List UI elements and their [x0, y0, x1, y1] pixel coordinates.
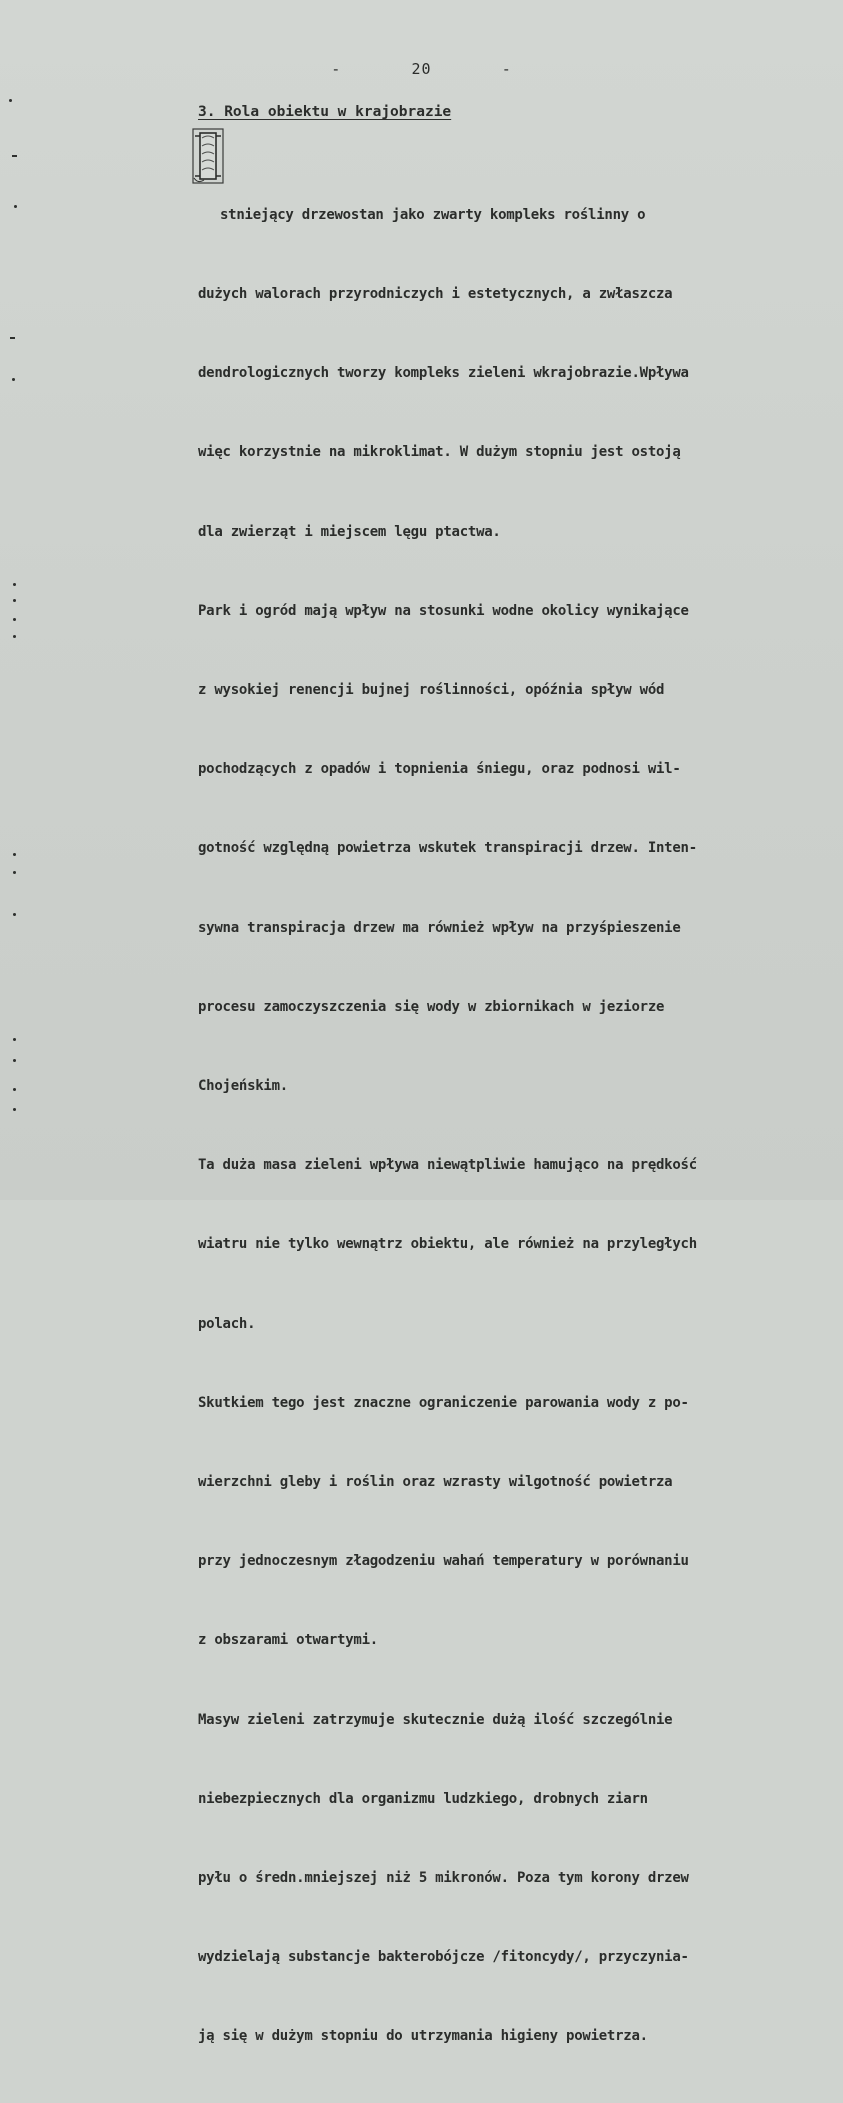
text-line: wierzchni gleby i roślin oraz wzrasty wilgotność powietrza: [198, 1474, 673, 1491]
body-text: [198, 149, 840, 2103]
binding-mark: [14, 205, 17, 208]
binding-mark: [13, 1059, 16, 1062]
text-line: Chojeńskim.: [198, 1078, 288, 1095]
binding-mark: [12, 378, 15, 381]
binding-mark: [13, 853, 16, 856]
text-line: polach.: [198, 1315, 256, 1332]
text-line: Ta duża masa zieleni wpływa niewątpliwie hamująco na prędkość: [198, 1157, 697, 1174]
text-line: niebezpiecznych dla organizmu ludzkiego, drobnych ziarn: [198, 1790, 648, 1807]
section-heading: 3. Rola obiektu w krajobrazie: [198, 104, 452, 120]
text-line: Park i ogród mają wpływ na stosunki wodne okolicy wynikające: [198, 602, 689, 619]
text-line: procesu zamoczyszczenia się wody w zbiornikach w jeziorze: [198, 998, 665, 1015]
text-line: pyłu o średn.mniejszej niż 5 mikronów. Poza tym korony drzew: [198, 1870, 689, 1887]
binding-mark: [13, 871, 16, 874]
binding-mark: [13, 913, 16, 916]
binding-mark: [10, 337, 15, 339]
binding-mark: [13, 1108, 16, 1111]
binding-mark: [9, 99, 12, 102]
text-line: ją się w dużym stopniu do utrzymania higieny powietrza.: [198, 2028, 648, 2045]
binding-mark: [13, 583, 16, 586]
text-line: wydzielają substancje bakterobójcze /fitoncydy/, przyczynia-: [198, 1949, 689, 1966]
text-line: wiatru nie tylko wewnątrz obiektu, ale również na przyległych: [198, 1236, 697, 1253]
text-line: Masyw zieleni zatrzymuje skutecznie dużą ilość szczególnie: [198, 1711, 673, 1728]
page-number: - 20 -: [331, 60, 512, 78]
text-line: dendrologicznych tworzy kompleks zieleni wkrajobrazie.Wpływa: [198, 365, 689, 382]
text-line: Skutkiem tego jest znaczne ograniczenie parowania wody z po-: [198, 1394, 689, 1411]
text-line: z obszarami otwartymi.: [198, 1632, 378, 1649]
text-line: więc korzystnie na mikroklimat. W dużym stopniu jest ostoją: [198, 444, 681, 461]
text-line: pochodzących z opadów i topnienia śniegu, oraz podnosi wil-: [198, 761, 681, 778]
binding-mark: [13, 618, 16, 621]
text-line: sywna transpiracja drzew ma również wpływ na przyśpieszenie: [198, 919, 681, 936]
binding-mark: [13, 635, 16, 638]
text-line: z wysokiej renencji bujnej roślinności, opóźnia spływ wód: [198, 682, 665, 699]
binding-mark: [12, 155, 17, 157]
binding-mark: [13, 1088, 16, 1091]
text-line: gotność względną powietrza wskutek transpiracji drzew. Inten-: [198, 840, 697, 857]
binding-mark: [13, 599, 16, 602]
text-line: przy jednoczesnym złagodzeniu wahań temperatury w porównaniu: [198, 1553, 689, 1570]
text-line: dużych walorach przyrodniczych i estetycznych, a zwłaszcza: [198, 286, 673, 303]
binding-hole-marks: [0, 0, 30, 1200]
text-line: dla zwierząt i miejscem lęgu ptactwa.: [198, 523, 501, 540]
binding-mark: [13, 1038, 16, 1041]
text-line: stniejący drzewostan jako zwarty kompleks roślinny o: [220, 206, 646, 223]
